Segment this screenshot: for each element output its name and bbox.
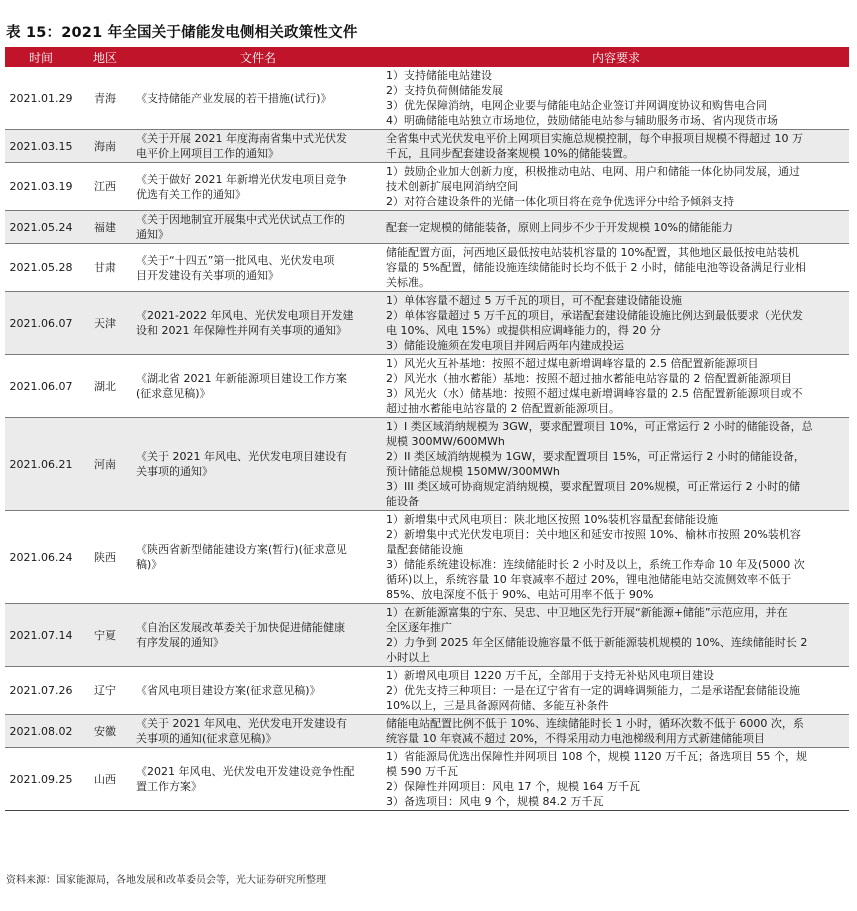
content-line: 4）明确储能电站独立市场地位，鼓励储能电站参与辅助服务市场、省内现货市场	[386, 114, 778, 127]
doc-line: 优选有关工作的通知》	[136, 187, 246, 201]
content-line: 千瓦，且同步配套建设备案规模 10%的储能装置。	[386, 147, 634, 160]
content-line: 2）新增集中式光伏发电项目：关中地区和延安市按照 10%、榆林市按照 20%装机容	[386, 528, 801, 541]
content-line: 2）保障性并网项目：风电 17 个，规模 164 万千瓦	[386, 780, 640, 793]
content-line: 1）I 类区域消纳规模为 3GW，要求配置项目 10%，可正常运行 2 小时的储能设备，总	[386, 420, 813, 433]
doc-line: 《2021 年风电、光伏发电开发建设竞争性配	[136, 765, 355, 778]
table-row	[5, 667, 849, 715]
table-title: 表 15：2021 年全国关于储能发电侧相关政策性文件	[6, 25, 358, 41]
content-line: 3）储能设施须在发电项目并网后两年内建成投运	[386, 339, 624, 352]
content-line: 储能电站配置比例不低于 10%、连续储能时长 1 小时，循环次数不低于 6000 次，系	[386, 717, 804, 730]
content-line: 2）风光水（抽水蓄能）基地：按照不超过抽水蓄能电站容量的 2 倍配置新能源项目	[386, 372, 792, 385]
cell-time: 2021.06.21	[5, 418, 77, 511]
cell-time: 2021.08.02	[5, 715, 77, 748]
cell-doc	[133, 244, 383, 292]
cell-time: 2021.07.26	[5, 667, 77, 715]
content-line: 能设备	[386, 495, 419, 508]
cell-doc	[133, 163, 383, 211]
cell-doc	[133, 355, 383, 418]
cell-content	[383, 418, 849, 511]
cell-time: 2021.05.28	[5, 244, 77, 292]
cell-time: 2021.03.15	[5, 130, 77, 163]
doc-line: 《关于因地制宜开展集中式光伏试点工作的	[136, 213, 345, 226]
content-line: 1）省能源局优选出保障性并网项目 108 个，规模 1120 万千瓦；备选项目 55 个，规	[386, 750, 807, 763]
cell-region: 陕西	[77, 511, 133, 604]
cell-doc	[133, 667, 383, 715]
table-row	[5, 163, 849, 211]
content-line: 2）力争到 2025 年全区储能设施容量不低于新能源装机规模的 10%、连续储能时长 2	[386, 636, 808, 649]
doc-line: 《关于做好 2021 年新增光伏发电项目竞争	[136, 172, 347, 186]
cell-time: 2021.09.25	[5, 748, 77, 811]
content-line: 1）新增集中式风电项目：陕北地区按照 10%装机容量配套储能设施	[386, 513, 718, 526]
cell-time: 2021.03.19	[5, 163, 77, 211]
content-line: 3）备选项目：风电 9 个，规模 84.2 万千瓦	[386, 795, 604, 808]
content-line: 规模 300MW/600MWh	[386, 435, 505, 448]
content-line: 统容量 10 年衰减不超过 20%，不得采用动力电池梯级利用方式新建储能项目	[386, 732, 765, 745]
cell-time: 2021.05.24	[5, 211, 77, 244]
doc-line: 置工作方案》	[136, 780, 202, 793]
doc-line: 《2021-2022 年风电、光伏发电项目开发建	[136, 309, 354, 322]
content-line: 2）支持负荷侧储能发展	[386, 84, 503, 97]
table-row	[5, 244, 849, 292]
cell-region: 青海	[77, 67, 133, 130]
cell-region: 河南	[77, 418, 133, 511]
doc-line: 《陕西省新型储能建设方案(暂行)(征求意见	[136, 543, 347, 556]
table-row	[5, 511, 849, 604]
table-row	[5, 130, 849, 163]
doc-line: 目开发建设有关事项的通知》	[136, 268, 279, 282]
table-row	[5, 67, 849, 130]
cell-content	[383, 715, 849, 748]
content-line: 1）支持储能电站建设	[386, 69, 492, 82]
content-line: 关标准。	[386, 276, 430, 289]
cell-time: 2021.07.14	[5, 604, 77, 667]
content-line: 3）III 类区域可协商规定消纳规模，要求配置项目 20%规模，可正常运行 2 小时的储	[386, 480, 801, 493]
doc-line: 有序发展的通知》	[136, 636, 224, 649]
cell-doc	[133, 67, 383, 130]
content-line: 全省集中式光伏发电平价上网项目实施总规模控制，每个申报项目规模不得超过 10 万	[386, 132, 803, 145]
doc-line: 《关于开展 2021 年度海南省集中式光伏发	[136, 132, 347, 145]
table-row	[5, 355, 849, 418]
doc-line: 《省风电项目建设方案(征求意见稿)》	[136, 684, 321, 697]
table-body	[5, 67, 849, 811]
doc-line: 通知》	[136, 228, 169, 241]
cell-region: 海南	[77, 130, 133, 163]
cell-content	[383, 667, 849, 715]
cell-content	[383, 211, 849, 244]
cell-time: 2021.06.07	[5, 292, 77, 355]
content-line: 全区逐年推广	[386, 621, 452, 634]
table-row	[5, 292, 849, 355]
cell-content	[383, 163, 849, 211]
cell-region: 福建	[77, 211, 133, 244]
doc-line: 设和 2021 年保障性并网有关事项的通知》	[136, 324, 347, 337]
content-line: 预计储能总规模 150MW/300MWh	[386, 465, 560, 478]
content-line: 2）单体容量超过 5 万千瓦的项目，承诺配套建设储能设施比例达到最低要求（光伏发	[386, 309, 803, 322]
content-line: 3）风光火（水）储基地：按照不超过煤电新增调峰容量的 2.5 倍配置新能源项目或不	[386, 387, 803, 400]
content-line: 2）优先支持三种项目：一是在辽宁省有一定的调峰调频能力，二是承诺配套储能设施	[386, 684, 800, 697]
doc-line: 《关于 2021 年风电、光伏发电开发建设有	[136, 717, 347, 730]
cell-content	[383, 355, 849, 418]
cell-content	[383, 604, 849, 667]
content-line: 2）II 类区域消纳规模为 1GW，要求配置项目 15%，可正常运行 2 小时的储能设备，	[386, 450, 805, 463]
cell-doc	[133, 715, 383, 748]
doc-line: 《自治区发展改革委关于加快促进储能健康	[136, 621, 345, 634]
cell-content	[383, 748, 849, 811]
cell-doc	[133, 604, 383, 667]
content-line: 85%、放电深度不低于 90%、电站可用率不低于 90%	[386, 588, 654, 601]
content-line: 小时以上	[386, 651, 430, 664]
cell-doc	[133, 748, 383, 811]
content-line: 1）单体容量不超过 5 万千瓦的项目，可不配套建设储能设施	[386, 294, 682, 307]
content-line: 电 10%、风电 15%）或提供相应调峰能力的，得 20 分	[386, 324, 661, 337]
doc-line: 稿)》	[136, 558, 163, 571]
content-line: 容量的 5%配置，储能设施连续储能时长均不低于 2 小时，储能电池等设备满足行业相	[386, 261, 806, 274]
cell-time: 2021.06.24	[5, 511, 77, 604]
table-row	[5, 604, 849, 667]
cell-doc	[133, 292, 383, 355]
cell-doc	[133, 130, 383, 163]
content-line: 2）对符合建设条件的光储一体化项目将在竞争优选评分中给予倾斜支持	[386, 195, 734, 208]
cell-content	[383, 244, 849, 292]
doc-line: 《支持储能产业发展的若干措施(试行)》	[136, 91, 332, 105]
header-time: 时间	[5, 47, 77, 67]
cell-region: 宁夏	[77, 604, 133, 667]
table-row	[5, 715, 849, 748]
cell-region: 江西	[77, 163, 133, 211]
doc-line: (征求意见稿)》	[136, 387, 211, 400]
doc-line: 《湖北省 2021 年新能源项目建设工作方案	[136, 372, 347, 385]
doc-line: 《关于“十四五”第一批风电、光伏发电项	[136, 253, 335, 267]
doc-line: 关事项的通知》	[136, 465, 213, 478]
cell-region: 辽宁	[77, 667, 133, 715]
cell-doc	[133, 511, 383, 604]
content-line: 3）优先保障消纳，电网企业要与储能电站企业签订并网调度协议和购售电合同	[386, 99, 767, 112]
cell-content	[383, 130, 849, 163]
header-content: 内容要求	[383, 47, 849, 67]
table-row	[5, 211, 849, 244]
doc-line: 电平价上网项目工作的通知》	[136, 147, 279, 160]
doc-line: 关事项的通知(征求意见稿)》	[136, 732, 277, 745]
cell-content	[383, 511, 849, 604]
content-line: 10%以上，三是具备源网荷储、多能互补条件	[386, 699, 609, 712]
cell-time: 2021.06.07	[5, 355, 77, 418]
content-line: 储能配置方面，河西地区最低按电站装机容量的 10%配置，其他地区最低按电站装机	[386, 246, 799, 259]
cell-content	[383, 292, 849, 355]
content-line: 量配套储能设施	[386, 543, 463, 556]
content-line: 配套一定规模的储能装备，原则上同步不少于开发规模 10%的储能能力	[386, 220, 733, 234]
content-line: 1）新增风电项目 1220 万千瓦，全部用于支持无补贴风电项目建设	[386, 669, 714, 682]
cell-region: 湖北	[77, 355, 133, 418]
cell-content	[383, 67, 849, 130]
content-line: 3）储能系统建设标准：连续储能时长 2 小时及以上，系统工作寿命 10 年及(5000 次	[386, 558, 805, 571]
content-line: 1）风光火互补基地：按照不超过煤电新增调峰容量的 2.5 倍配置新能源项目	[386, 357, 759, 370]
content-line: 1）鼓励企业加大创新力度，积极推动电站、电网、用户和储能一体化协同发展，通过	[386, 165, 800, 178]
content-line: 技术创新扩展电网消纳空间	[386, 180, 518, 193]
content-line: 循环)以上，系统容量 10 年衰减率不超过 20%，锂电池储能电站交流侧效率不低于	[386, 573, 792, 586]
content-line: 超过抽水蓄能电站容量的 2 倍配置新能源项目。	[386, 402, 620, 415]
cell-region: 山西	[77, 748, 133, 811]
table-row	[5, 748, 849, 811]
header-region: 地区	[77, 47, 133, 67]
cell-region: 甘肃	[77, 244, 133, 292]
content-line: 1）在新能源富集的宁东、吴忠、中卫地区先行开展“新能源+储能”示范应用，并在	[386, 606, 788, 619]
table-header-row	[5, 47, 849, 67]
cell-region: 天津	[77, 292, 133, 355]
cell-time: 2021.01.29	[5, 67, 77, 130]
content-line: 模 590 万千瓦	[386, 765, 458, 778]
header-doc: 文件名	[133, 47, 383, 67]
source-note: 资料来源：国家能源局，各地发展和改革委员会等，光大证券研究所整理	[6, 875, 326, 886]
table-row	[5, 418, 849, 511]
doc-line: 《关于 2021 年风电、光伏发电项目建设有	[136, 450, 347, 463]
cell-doc	[133, 211, 383, 244]
policy-table	[5, 47, 849, 811]
cell-doc	[133, 418, 383, 511]
cell-region: 安徽	[77, 715, 133, 748]
